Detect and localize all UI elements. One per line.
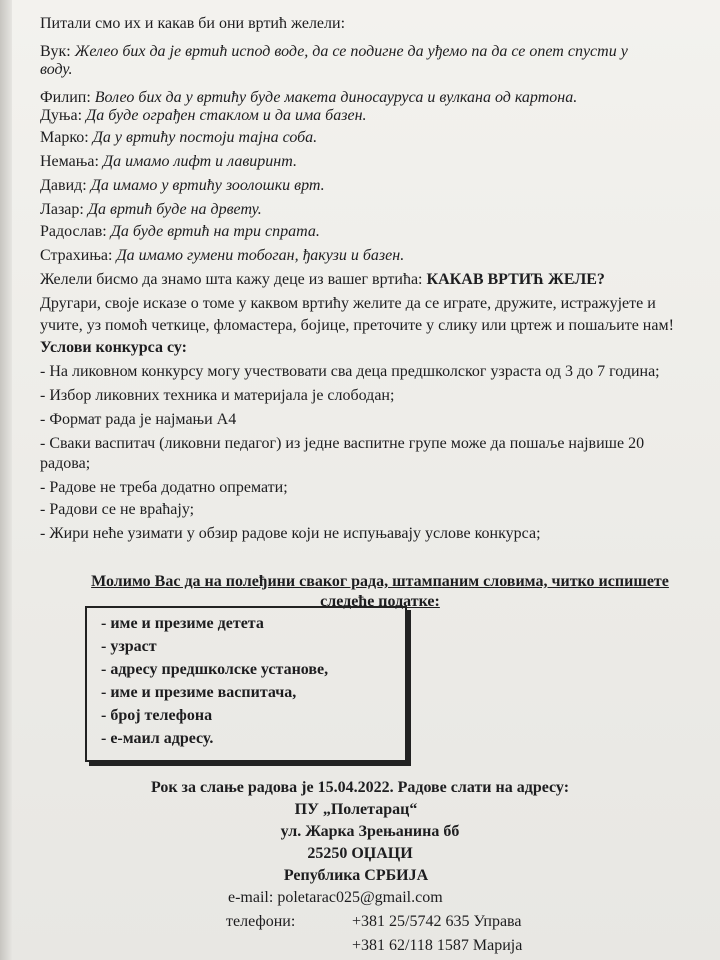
question-prefix: Желели бисмо да знамо шта кажу деце из вашег вртића:	[40, 271, 423, 288]
wish-text: Да буде ограђен стаклом и да има базен.	[86, 107, 367, 124]
wish-name: Вук:	[40, 43, 71, 60]
wish-name: Страхиња:	[40, 247, 113, 264]
address-line: Република СРБИЈА	[283, 867, 429, 884]
wish-name: Давид:	[40, 177, 87, 194]
question-line	[40, 270, 605, 290]
email-value: poletarac025@gmail.com	[277, 889, 443, 906]
condition-item: - Сваки васпитач (ликовни педагог) из једне васпитне групе може да пошаље највише 20	[40, 435, 645, 452]
phone-value-2: +381 62/118 1587 Марија	[352, 937, 523, 954]
data-field-item: - име и презиме детета	[101, 615, 264, 632]
required-data-box	[85, 606, 407, 762]
question-bold: КАКАВ ВРТИЋ ЖЕЛЕ?	[426, 271, 605, 288]
condition-item: - Радови се не враћају;	[40, 501, 195, 518]
wish-line	[40, 42, 628, 62]
wish-text: Желео бих да је вртић испод воде, да се подигне да уђемо па да се опет спусти у	[74, 43, 628, 60]
wish-line	[40, 152, 297, 172]
intro-line: Питали смо их и какав би они вртић желели:	[40, 15, 346, 32]
conditions-title: Услови конкурса су:	[40, 339, 187, 356]
phone-value-1: +381 25/5742 635 Управа	[352, 913, 522, 930]
wish-line	[40, 176, 325, 196]
wish-name: Лазар:	[40, 201, 84, 218]
notice-line: следеће податке:	[320, 593, 440, 610]
phone-label: телефони:	[226, 913, 296, 930]
data-field-item: - узраст	[101, 638, 157, 655]
data-field-item: - адресу предшколске установе,	[101, 661, 329, 678]
wish-line	[40, 128, 317, 148]
data-field-item: - име и презиме васпитача,	[101, 684, 297, 701]
wish-line	[40, 246, 404, 266]
wish-text: Да у вртићу постоји тајна соба.	[92, 129, 318, 146]
wish-line	[40, 200, 262, 220]
wish-name: Дуња:	[40, 107, 83, 124]
data-field-item: - е-маил адресу.	[101, 730, 214, 747]
wish-line	[40, 222, 320, 242]
wish-line	[40, 106, 367, 126]
condition-item: - Формат рада је најмањи А4	[40, 411, 237, 428]
wish-name: Немања:	[40, 153, 99, 170]
condition-item: - Жири неће узимати у обзир радове који не испуњавају услове конкурса;	[40, 525, 541, 542]
condition-item: - Избор ликовних техника и материјала је слободан;	[40, 387, 395, 404]
address-line: 25250 ОЏАЦИ	[307, 845, 413, 862]
wish-line	[40, 60, 73, 80]
wish-text: Да имамо у вртићу зоолошки врт.	[90, 177, 325, 194]
email-line	[228, 888, 443, 908]
wish-text: Да вртић буде на дрвету.	[87, 201, 262, 218]
wish-name: Филип:	[40, 89, 91, 106]
deadline-line: Рок за слање радова је 15.04.2022. Радове слати на адресу:	[150, 779, 570, 796]
wish-text: Да имамо лифт и лавиринт.	[102, 153, 297, 170]
invitation-line: учите, уз помоћ четкице, фломастера, бојице, преточите у слику или цртеж и пошаљите нам!	[40, 317, 674, 334]
wish-text: Да буде вртић на три спрата.	[110, 223, 320, 240]
invitation-line: Другари, своје исказе о томе у каквом вртићу желите да се играте, дружите, истражујете и	[40, 295, 656, 312]
wish-line	[40, 88, 577, 108]
condition-item: - На ликовном конкурсу могу учествовати сва деца предшколског узраста од 3 до 7 година;	[40, 363, 660, 380]
condition-item: радова;	[40, 455, 91, 472]
email-label: e-mail:	[228, 889, 274, 906]
wish-text: Волео бих да у вртићу буде макета диносауруса и вулкана од картона.	[94, 89, 578, 106]
address-line: ул. Жарка Зрењанина бб	[280, 823, 460, 840]
wish-name: Радослав:	[40, 223, 107, 240]
address-line: ПУ „Полетарац“	[294, 801, 418, 818]
wish-name: Марко:	[40, 129, 89, 146]
data-field-item: - број телефона	[101, 707, 213, 724]
wish-text: воду.	[40, 61, 73, 78]
notice-line: Молимо Вас да на полеђини сваког рада, штампаним словима, читко испишете	[91, 573, 669, 590]
condition-item: - Радове не треба додатно опремати;	[40, 479, 288, 496]
wish-text: Да имамо гумени тобоган, ђакузи и базен.	[116, 247, 405, 264]
